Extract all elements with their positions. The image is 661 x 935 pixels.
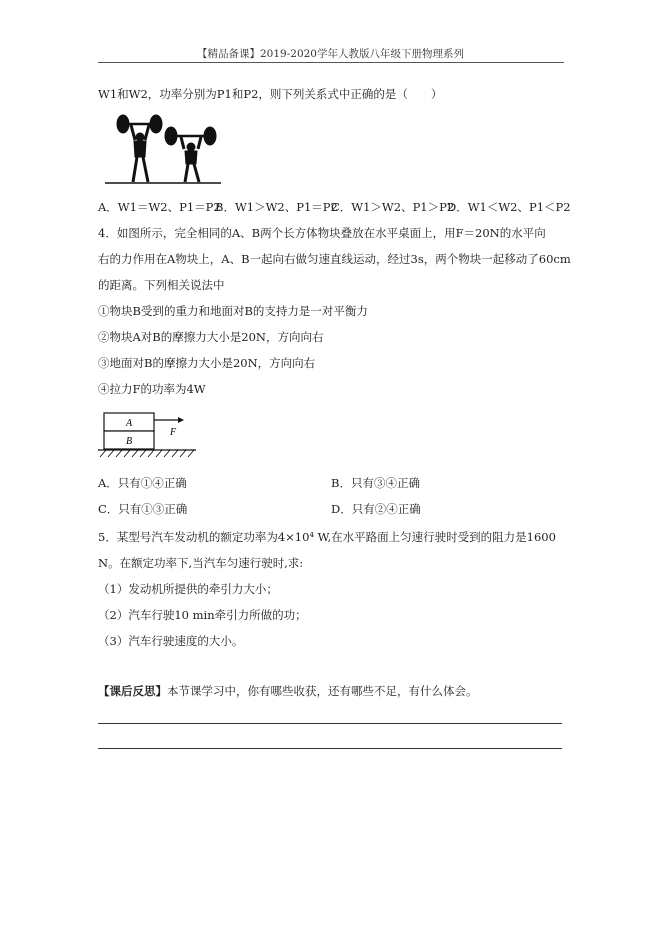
q3-option-a: A．W1＝W2、P1＝P2 (98, 200, 221, 214)
q4-statement-2: ②物块A对B的摩擦力大小是20N，方向向右 (98, 330, 324, 344)
blocks-figure (98, 410, 198, 464)
reflection (98, 684, 478, 698)
q4-line2: 右的力作用在A物块上，A、B一起向右做匀速直线运动，经过3s，两个物块一起移动了60cm (98, 252, 571, 266)
q5-part-3: （3）汽车行驶速度的大小。 (98, 634, 244, 648)
q5-line1: 5．某型号汽车发动机的额定功率为4×10⁴ W,在水平路面上匀速行驶时受到的阻力是1600 (98, 530, 556, 544)
q4-statement-1: ①物块B受到的重力和地面对B的支持力是一对平衡力 (98, 304, 368, 318)
answer-line-2[interactable] (98, 748, 562, 749)
reflection-text: 本节课学习中，你有哪些收获，还有哪些不足，有什么体会。 (167, 684, 478, 698)
q3-option-b: B．W1＞W2、P1＝P2 (215, 200, 338, 214)
q4-line1: 4．如图所示，完全相同的A、B两个长方体物块叠放在水平桌面上，用F＝20N的水平向 (98, 226, 546, 240)
q4-option-d: D．只有②④正确 (331, 502, 421, 516)
force-arrowhead (178, 417, 184, 423)
q5-line2: N。在额定功率下,当汽车匀速行驶时,求: (98, 556, 304, 570)
q5-part-2: （2）汽车行驶10 min牵引力所做的功； (98, 608, 307, 622)
q3-option-d: D．W1＜W2、P1＜P2 (447, 200, 571, 214)
block-a-label: A (125, 418, 133, 429)
weightlifters-figure (103, 110, 223, 186)
q4-option-b: B．只有③④正确 (331, 476, 420, 490)
q4-statement-3: ③地面对B的摩擦力大小是20N，方向向右 (98, 356, 316, 370)
page-header: 【精品备课】2019-2020学年人教版八年级下册物理系列 (197, 48, 464, 60)
q5-part-1: （1）发动机所提供的牵引力大小； (98, 582, 278, 596)
reflection-label: 【课后反思】 (98, 684, 167, 698)
weightlifter-right (165, 127, 216, 182)
weightlifter-left (117, 115, 162, 182)
q4-line3: 的距离。下列相关说法中 (98, 278, 225, 292)
force-label: F (170, 427, 177, 438)
q4-statement-4: ④拉力F的功率为4W (98, 382, 206, 396)
q4-option-a: A．只有①④正确 (98, 476, 187, 490)
table-hatching (100, 450, 194, 457)
q4-option-c: C．只有①③正确 (98, 502, 188, 516)
q3-option-c: C．W1＞W2、P1＞P2 (331, 200, 455, 214)
answer-line-1[interactable] (98, 723, 562, 724)
header-divider (98, 62, 564, 63)
block-b-label: B (125, 436, 133, 447)
q3-stem: W1和W2，功率分别为P1和P2，则下列关系式中正确的是（ ） (98, 87, 443, 101)
